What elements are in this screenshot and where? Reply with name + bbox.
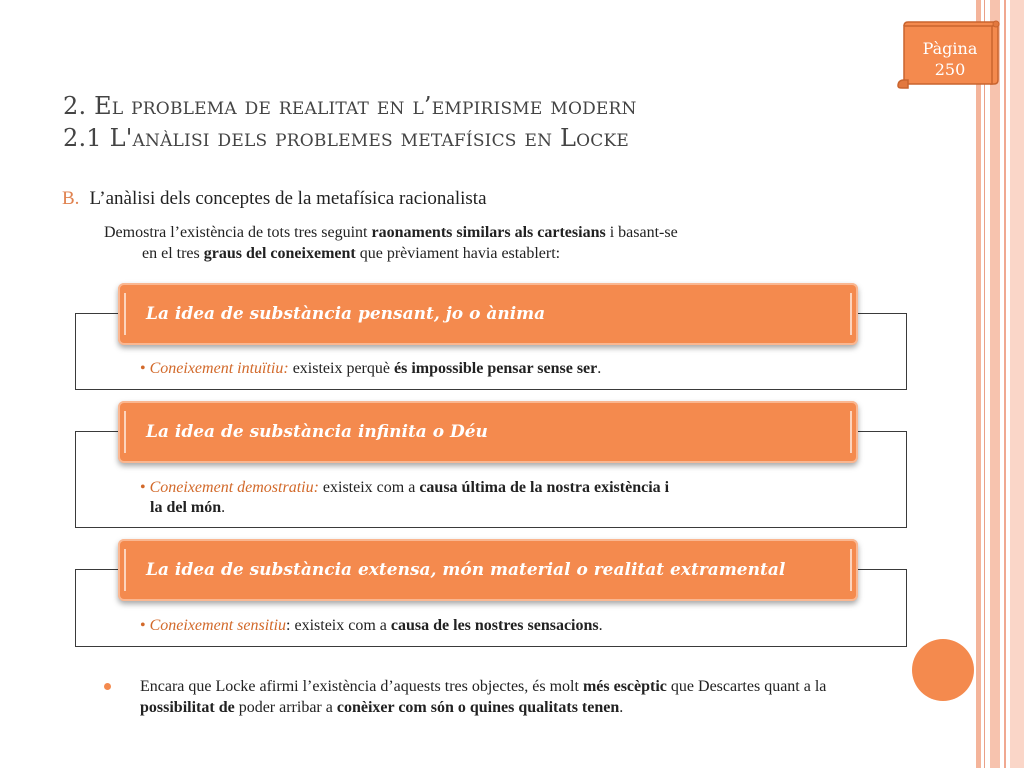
item-3-text-1: : existeix com a: [286, 617, 391, 634]
title-line-2: 2.1 L'anàlisi dels problemes metafísics en Locke: [63, 124, 629, 152]
page-label: Pàgina: [922, 39, 978, 58]
page-number-text: [908, 38, 992, 80]
decorative-stripes: [976, 0, 1024, 768]
item-2-bold-2: la del món: [150, 499, 222, 516]
final-text-2: que Descartes quant a la: [666, 678, 827, 695]
bullet-1: •: [140, 360, 146, 377]
bullet-3: •: [140, 617, 146, 634]
final-bold-3: conèixer com són o quines qualitats tenen: [336, 699, 620, 716]
knowledge-type-1: Coneixement intuïtiu:: [149, 360, 289, 377]
intro-text-2: i basant-se: [605, 224, 678, 241]
section-heading-1: [118, 283, 858, 345]
slide-title: [63, 90, 903, 154]
intro-bold-2: graus del coneixement: [203, 245, 356, 262]
section-heading-1-text: La idea de substància pensant, jo o ànima: [146, 304, 546, 324]
item-1-text-2: .: [597, 360, 602, 377]
intro-line-2: [104, 243, 904, 264]
page-number-scroll: [894, 20, 1000, 90]
item-3-text-2: .: [598, 617, 603, 634]
title-line-1: 2. El problema de realitat en l’empirisme modern: [63, 92, 637, 120]
final-text-3: poder arribar a: [234, 699, 337, 716]
section-item-3: [140, 616, 880, 636]
section-heading-2: [118, 401, 858, 463]
subhead-text: L’anàlisi dels conceptes de la metafísica racionalista: [89, 188, 487, 209]
final-bold-2: possibilitat de: [140, 699, 235, 716]
bullet-2: •: [140, 479, 146, 496]
section-subheading: [62, 188, 487, 210]
page-number: 250: [934, 60, 966, 79]
final-bold-1: més escèptic: [582, 678, 667, 695]
item-1-text-1: existeix perquè: [288, 360, 394, 377]
section-item-1: [140, 359, 880, 379]
final-text-4: .: [619, 699, 624, 716]
item-1-bold-1: és impossible pensar sense ser: [393, 360, 598, 377]
subhead-letter: B.: [62, 188, 80, 209]
bullet-dot-icon: [104, 683, 111, 690]
intro-paragraph: [104, 222, 904, 264]
intro-bold-1: raonaments similars als cartesians: [371, 224, 606, 241]
item-2-text-2: .: [221, 499, 226, 516]
section-heading-2-text: La idea de substància infinita o Déu: [146, 422, 488, 442]
knowledge-type-2: Coneixement demostratiu:: [149, 479, 319, 496]
item-3-bold-1: causa de les nostres sensacions: [390, 617, 599, 634]
item-2-text-1: existeix com a: [318, 479, 420, 496]
conclusion-paragraph: [140, 676, 890, 718]
item-2-bold-1: causa última de la nostra existència i: [419, 479, 670, 496]
intro-text-1: Demostra l’existència de tots tres seguint: [104, 224, 372, 241]
section-heading-3: [118, 539, 858, 601]
section-heading-3-text: La idea de substància extensa, món material o realitat extramental: [146, 560, 786, 580]
intro-text-4: que prèviament havia establert:: [355, 245, 561, 262]
final-text-1: Encara que Locke afirmi l’existència d’aquests tres objectes, és molt: [140, 678, 583, 695]
intro-text-3: en el tres: [142, 245, 204, 262]
knowledge-type-3: Coneixement sensitiu: [149, 617, 287, 634]
section-item-2: [140, 478, 880, 518]
item-2-line-2: [140, 498, 880, 518]
decorative-circle: [912, 639, 974, 701]
